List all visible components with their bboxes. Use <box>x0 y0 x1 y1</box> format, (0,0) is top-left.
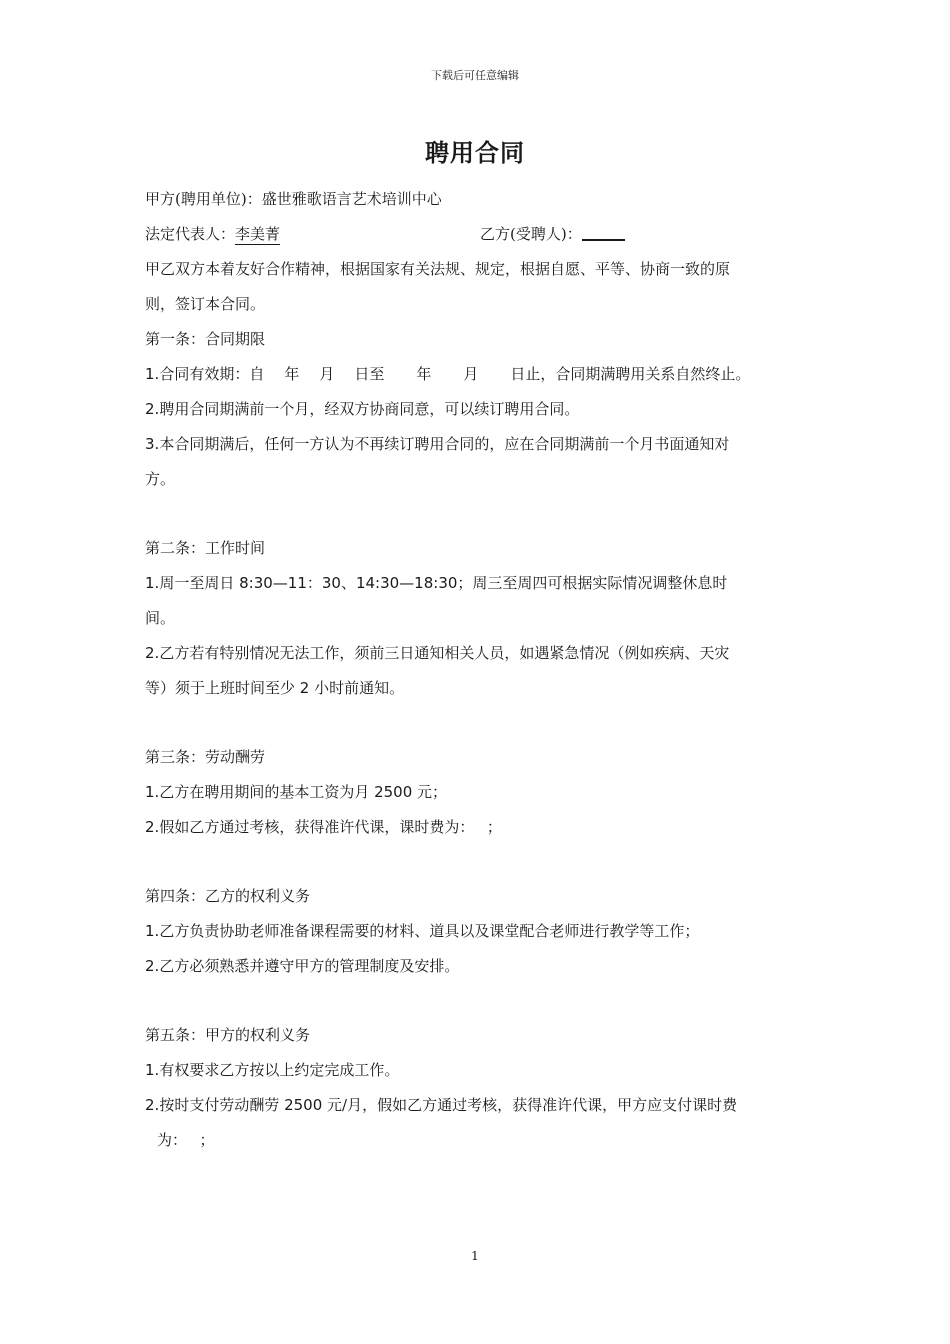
spacer <box>145 849 810 883</box>
item-number: 2. <box>145 818 160 836</box>
item-text: 等）须于上班时间至少 <box>145 679 300 697</box>
item-number: 1. <box>145 1061 160 1079</box>
work-hours: 8:30—11：30、14:30—18:30 <box>239 574 458 592</box>
item-number: 2. <box>145 1096 160 1114</box>
term-end-label: 日止，合同期满聘用关系自然终止。 <box>510 365 751 383</box>
item-text: 乙方在聘用期间的基本工资为月 <box>159 783 375 801</box>
item-text: 假如乙方通过考核，获得准许代课，课时费为： <box>159 818 467 836</box>
intro-line-1: 甲乙双方本着友好合作精神，根据国家有关法规、规定，根据自愿、平等、协商一致的原 <box>145 260 731 278</box>
article-1-item-2 <box>145 396 810 431</box>
item-text: 乙方若有特别情况无法工作，须前三日通知相关人员，如遇紧急情况（例如疾病、天灾 <box>159 644 730 662</box>
contract-body <box>145 186 810 1162</box>
term-start-label: 合同有效期：自 <box>159 365 265 383</box>
article-3-item-2 <box>145 814 810 849</box>
item-number: 1. <box>145 574 160 592</box>
item-text: 为： <box>157 1131 180 1149</box>
item-number: 3. <box>145 435 160 453</box>
article-1-item-3 <box>145 431 810 466</box>
party-b-label: 乙方(受聘人)： <box>480 225 582 243</box>
article-2-title: 第二条：工作时间 <box>145 539 266 557</box>
page-number: 1 <box>471 1249 479 1263</box>
item-number: 1. <box>145 365 160 383</box>
item-number: 1. <box>145 922 160 940</box>
month-label: 月 <box>463 365 479 383</box>
party-b-blank <box>582 223 625 241</box>
item-number: 2. <box>145 644 160 662</box>
item-text: 有权要求乙方按以上约定完成工作。 <box>159 1061 400 1079</box>
item-text: 聘用合同期满前一个月，经双方协商同意，可以续订聘用合同。 <box>159 400 580 418</box>
article-5-title: 第五条：甲方的权利义务 <box>145 1026 311 1044</box>
month-label: 月 <box>319 365 335 383</box>
article-5-item-2-cont <box>145 1127 810 1162</box>
contract-title: 聘用合同 <box>425 138 525 167</box>
notice-hours: 2 <box>299 679 310 697</box>
item-text: 元/月，假如乙方通过考核，获得准许代课，甲方应支付课时费 <box>322 1096 738 1114</box>
item-number: 2. <box>145 957 160 975</box>
article-2-item-2 <box>145 640 810 675</box>
item-text: 乙方负责协助老师准备课程需要的材料、道具以及课堂配合老师进行教学等工作； <box>159 922 700 940</box>
article-4-title: 第四条：乙方的权利义务 <box>145 887 311 905</box>
article-3-item-1 <box>145 779 810 814</box>
article-1-item-3-cont: 方。 <box>145 470 176 488</box>
article-5-item-2 <box>145 1092 810 1127</box>
article-5-item-1 <box>145 1057 810 1092</box>
item-text: ；周三至周四可根据实际情况调整休息时 <box>457 574 728 592</box>
item-text: 元； <box>412 783 448 801</box>
year-label: 年 <box>284 365 300 383</box>
item-text: 按时支付劳动酬劳 <box>159 1096 285 1114</box>
article-2-item-1-cont: 间。 <box>145 609 176 627</box>
item-text: 本合同期满后，任何一方认为不再续订聘用合同的，应在合同期满前一个月书面通知对 <box>159 435 730 453</box>
article-2-item-2-cont <box>145 675 810 710</box>
item-text: ； <box>486 818 502 836</box>
day-label: 日至 <box>354 365 385 383</box>
article-1-title: 第一条：合同期限 <box>145 330 266 348</box>
salary-amount: 2500 <box>374 783 413 801</box>
intro-line-2: 则，签订本合同。 <box>145 295 266 313</box>
article-4-item-1 <box>145 918 810 953</box>
representative-line <box>145 221 810 256</box>
party-b-field <box>480 221 625 247</box>
item-number: 2. <box>145 400 160 418</box>
item-text: 乙方必须熟悉并遵守甲方的管理制度及安排。 <box>159 957 460 975</box>
header-note: 下载后可任意编辑 <box>431 69 519 82</box>
item-number: 1. <box>145 783 160 801</box>
article-2-item-1 <box>145 570 810 605</box>
article-4-item-2 <box>145 953 810 988</box>
spacer <box>145 501 810 535</box>
legal-rep-label: 法定代表人： <box>145 225 236 243</box>
item-text: 周一至周日 <box>159 574 240 592</box>
salary-amount: 2500 <box>284 1096 323 1114</box>
legal-rep-name: 李美菁 <box>235 225 281 243</box>
spacer <box>145 988 810 1022</box>
item-text: 小时前通知。 <box>309 679 405 697</box>
item-text: ； <box>199 1131 215 1149</box>
spacer <box>145 710 810 744</box>
article-1-item-1 <box>145 361 810 396</box>
party-a-line: 甲方(聘用单位)：盛世雅歌语言艺术培训中心 <box>145 190 442 208</box>
article-3-title: 第三条：劳动酬劳 <box>145 748 266 766</box>
year-label: 年 <box>416 365 432 383</box>
